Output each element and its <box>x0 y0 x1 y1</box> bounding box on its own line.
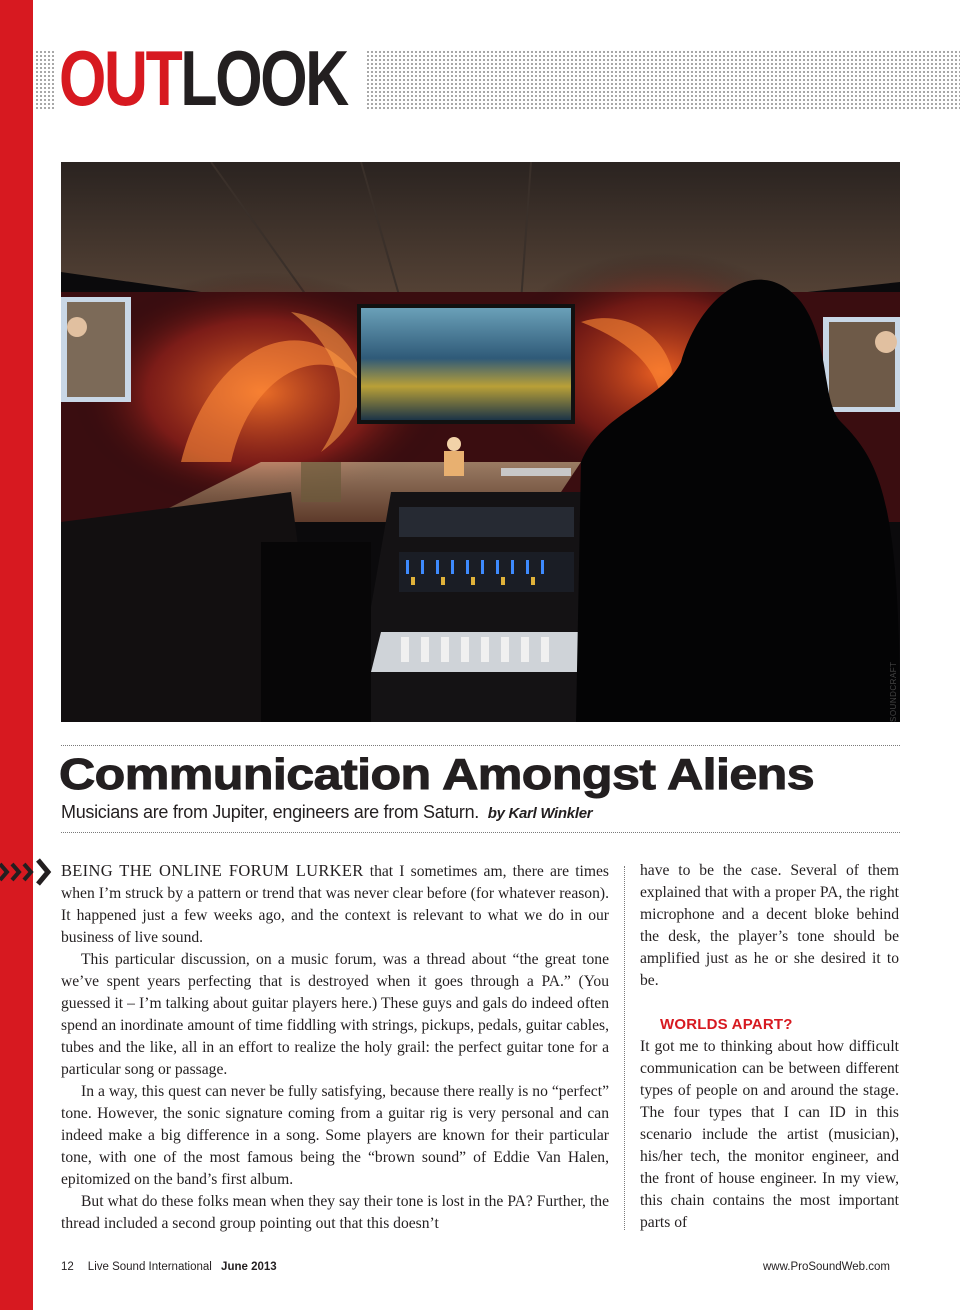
article-column-right <box>640 860 899 1234</box>
photo-credit: SOUNDCRAFT <box>889 661 898 722</box>
section-title <box>59 34 347 122</box>
paragraph-1-text: that I sometimes am, there are times when I’m struck by a pattern or trend that was never clear before (for whatever reason). It happened just a few weeks ago, and the context is relevant to what we do in our business of live sound. <box>61 863 609 946</box>
paragraph-6: It got me to thinking about how difficult communication can be between different types of people on and around the stage. The four types that I can ID in this scenario include the artist (musician), his/her tech, the monitor engineer, and the front of house engineer. In my view, this chain contains the most important parts of <box>640 1038 899 1231</box>
website-link[interactable]: www.ProSoundWeb.com <box>763 1261 890 1273</box>
chevrons-icon <box>0 858 58 886</box>
paragraph-1 <box>61 860 609 949</box>
red-side-bar <box>0 0 33 1310</box>
footer-left <box>61 1261 277 1273</box>
byline: by Karl Winkler <box>487 805 593 822</box>
issue-date: June 2013 <box>221 1261 277 1273</box>
article-deck <box>61 800 592 826</box>
bottom-rule <box>61 832 900 833</box>
top-rule <box>61 745 900 746</box>
paragraph-5: have to be the case. Several of them explained that with a proper PA, the right microphone and a decent bloke behind the desk, the player’s tone should be amplified just as he or she desired it to be. <box>640 862 899 989</box>
section-header <box>33 34 960 122</box>
lead-in: BEING THE ONLINE FORUM LURKER <box>61 861 364 880</box>
page-number: 12 <box>61 1261 74 1273</box>
dot-pattern-left <box>35 50 55 110</box>
article-column-left <box>61 860 609 1235</box>
column-divider <box>624 866 625 1230</box>
paragraph-2: This particular discussion, on a music forum, was a thread about “the great tone we’ve spent years perfecting that is destroyed when it goes through a PA.” (You guessed it – I’m talking about guitar players here.) These guys and gals do indeed often spend an inordinate amount of time fiddling with strings, pickups, pedals, guitar cables, tubes and the like, all in an effort to realize the holy grail: the perfect guitar tone for a particular song or passage. <box>61 951 609 1078</box>
deck-text: Musicians are from Jupiter, engineers are from Saturn. <box>61 802 479 822</box>
paragraph-4: But what do these folks mean when they say their tone is lost in the PA? Further, the thread included a second group pointing out that this doesn’t <box>61 1193 609 1232</box>
paragraph-3: In a way, this quest can never be fully satisfying, because there really is no “perfect” tone. However, the sonic signature coming from a guitar rig is very personal and can indeed make a big difference in a song. Some players are known for their particular tone, with one of the most famous being the “brown sound” of Eddie Van Halen, epitomized on the band’s first album. <box>61 1083 609 1188</box>
section-title-red: OUT <box>59 34 181 122</box>
feature-photo-image <box>61 162 900 722</box>
magazine-name: Live Sound International <box>87 1261 212 1273</box>
subhead: WORLDS APART? <box>660 1016 793 1033</box>
article-headline: Communication Amongst Aliens <box>59 750 815 799</box>
dot-pattern-right <box>366 50 960 110</box>
section-title-black: LOOK <box>180 34 347 122</box>
feature-photo <box>61 162 900 722</box>
